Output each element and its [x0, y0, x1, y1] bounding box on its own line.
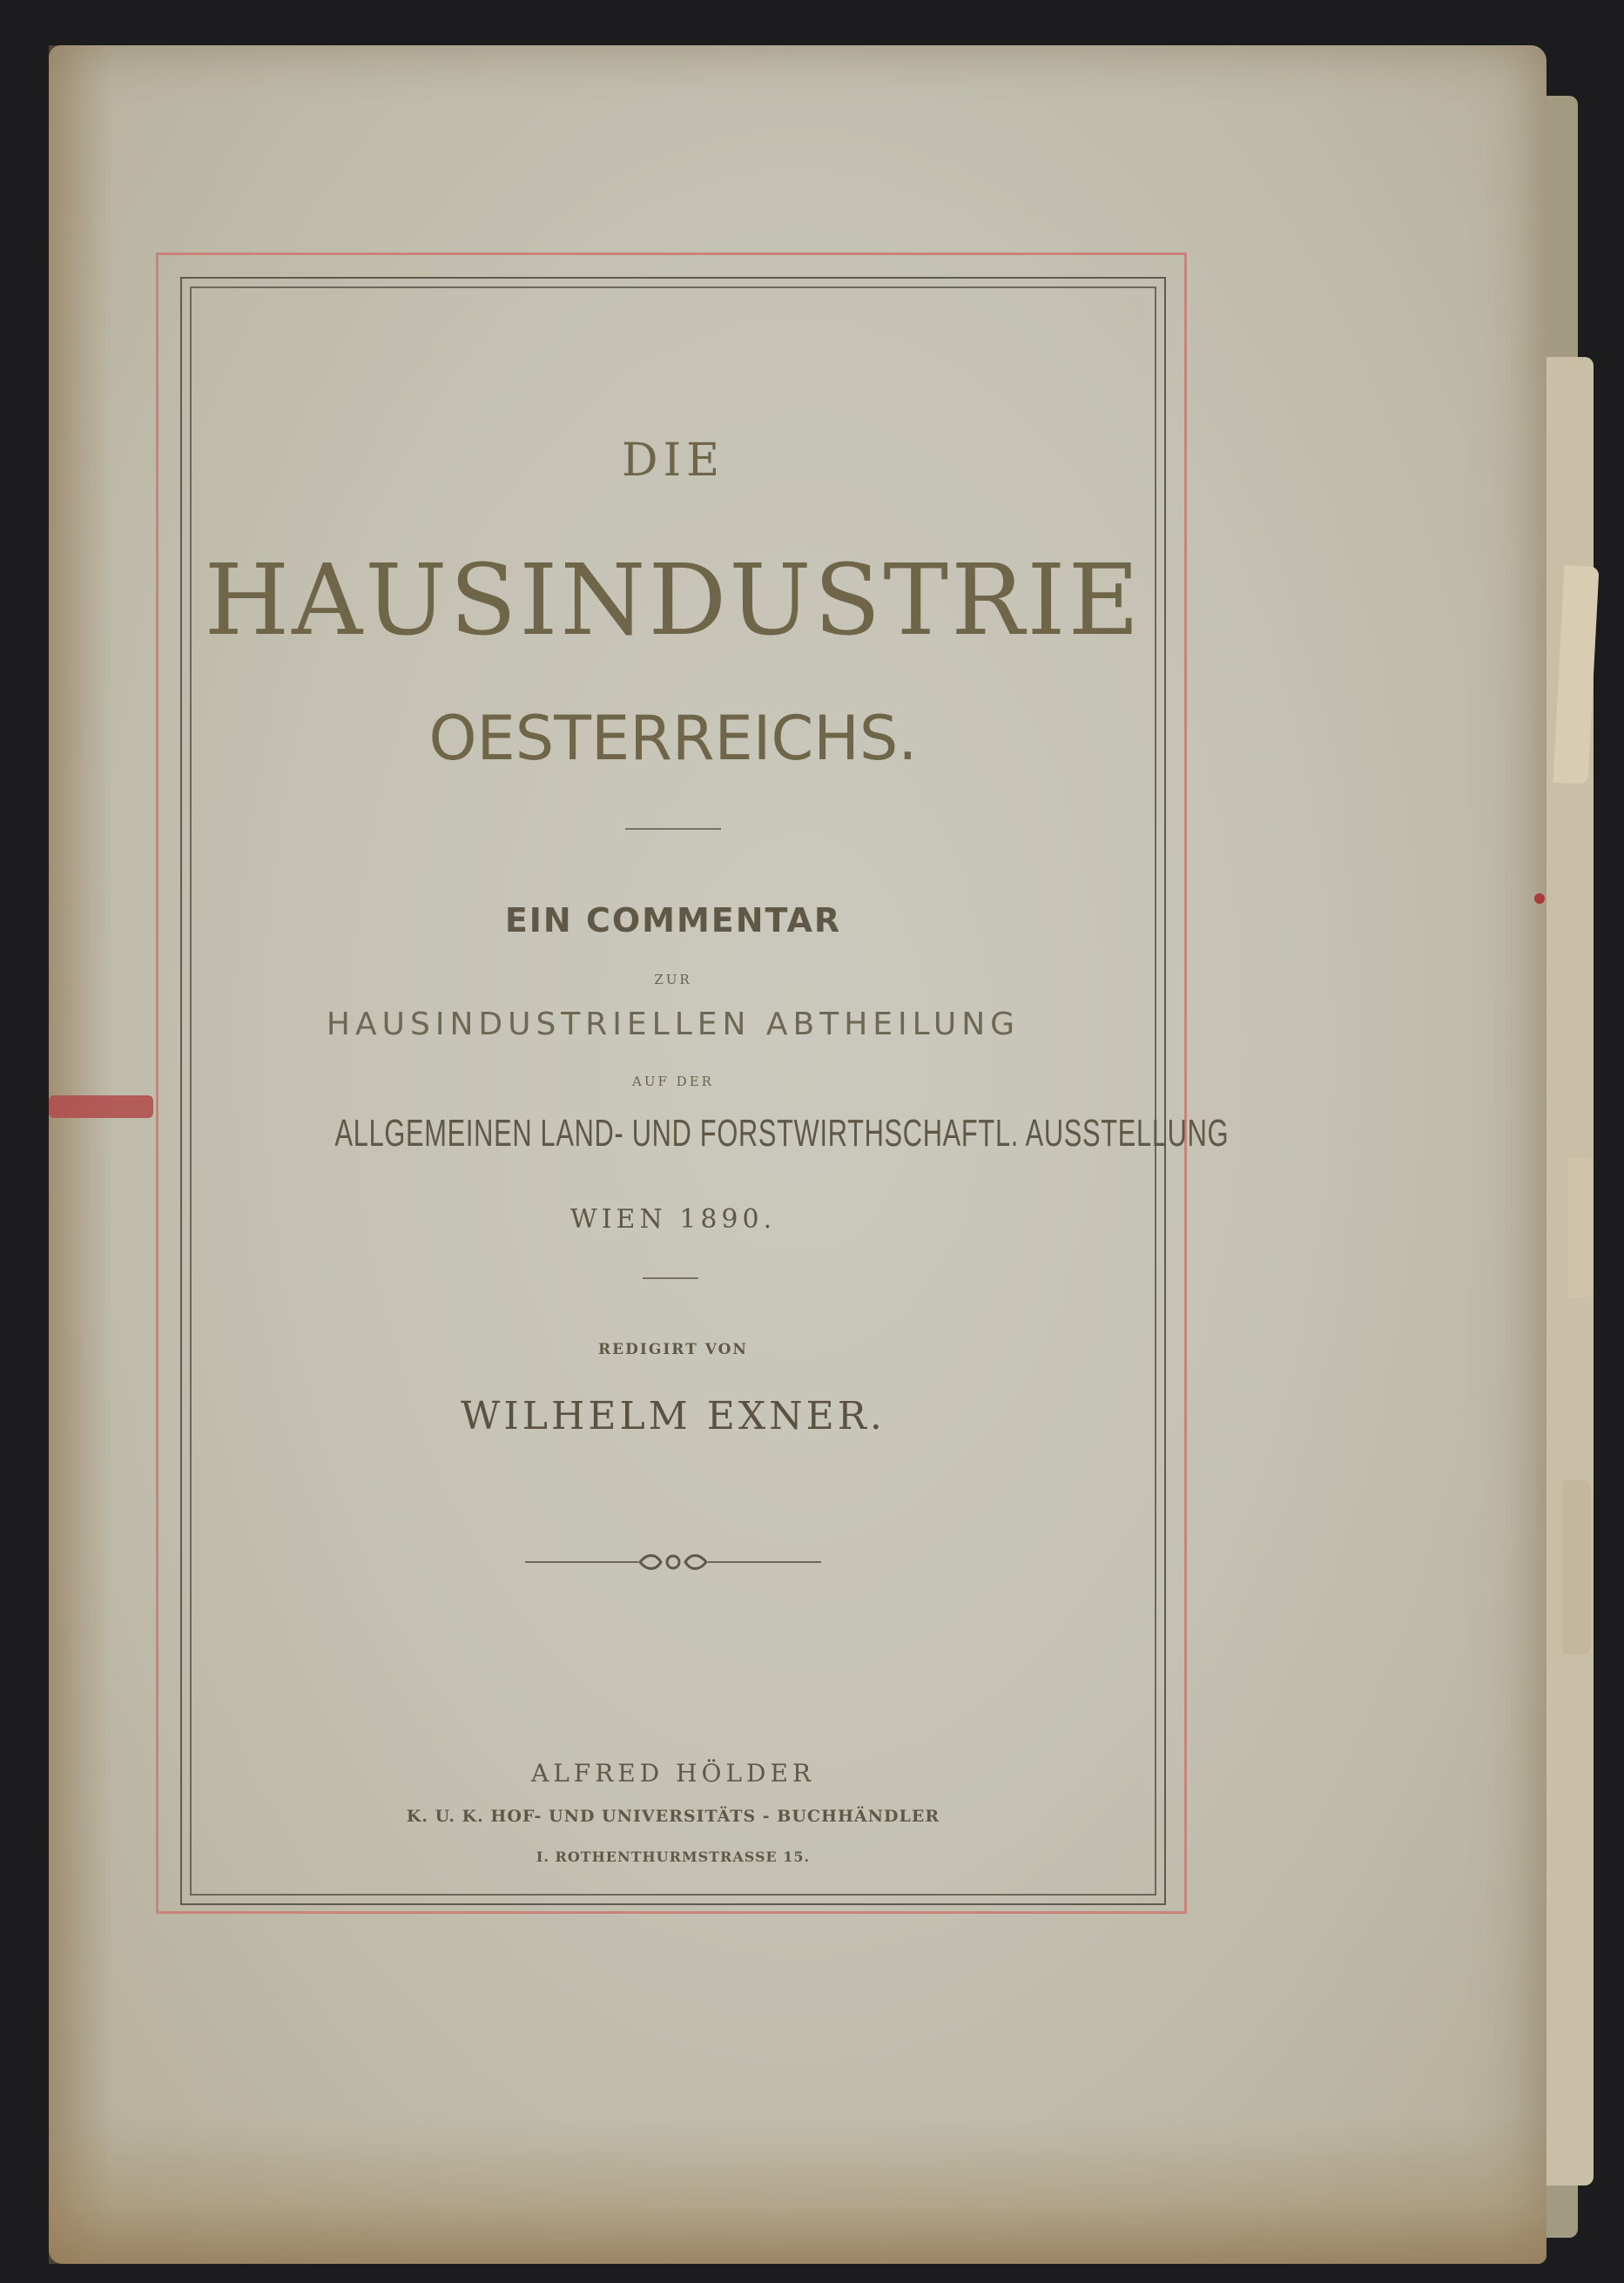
- subtitle-exhibition: ALLGEMEINEN LAND- UND FORSTWIRTHSCHAFTL. AUSSTELLUNG: [334, 1112, 1230, 1155]
- publisher-name: ALFRED HÖLDER: [530, 1759, 816, 1788]
- subtitle-commentary: EIN COMMENTAR: [504, 901, 842, 939]
- book-title-country: OESTERREICHS.: [428, 703, 918, 774]
- ink-spot: [1534, 893, 1545, 904]
- editor-name: WILHELM EXNER.: [461, 1394, 886, 1438]
- title-page-content: [190, 286, 1230, 1896]
- connector-zur: ZUR: [654, 972, 692, 987]
- place-and-year: WIEN 1890.: [569, 1204, 777, 1235]
- cover-wear: [49, 45, 110, 2264]
- torn-page-fragment: [1563, 1480, 1591, 1654]
- divider-rule: [625, 828, 721, 830]
- publisher-address: I. ROTHENTHURMSTRASSE 15.: [536, 1849, 811, 1865]
- edited-by-label: REDIGIRT VON: [598, 1341, 748, 1358]
- cover-wear: [49, 2116, 1547, 2264]
- torn-page-fragment: [1567, 1158, 1594, 1297]
- connector-auf-der: AUF DER: [632, 1074, 714, 1089]
- subtitle-department: HAUSINDUSTRIELLEN ABTHEILUNG: [326, 1007, 1021, 1042]
- title-article: DIE: [621, 434, 725, 487]
- book-title: HAUSINDUSTRIE: [204, 544, 1142, 657]
- divider-rule: [643, 1277, 698, 1279]
- publisher-title: K. U. K. HOF- UND UNIVERSITÄTS - BUCHHÄNDLER: [406, 1807, 940, 1826]
- ornament-icon: [525, 1549, 821, 1575]
- binding-stain: [49, 1095, 153, 1118]
